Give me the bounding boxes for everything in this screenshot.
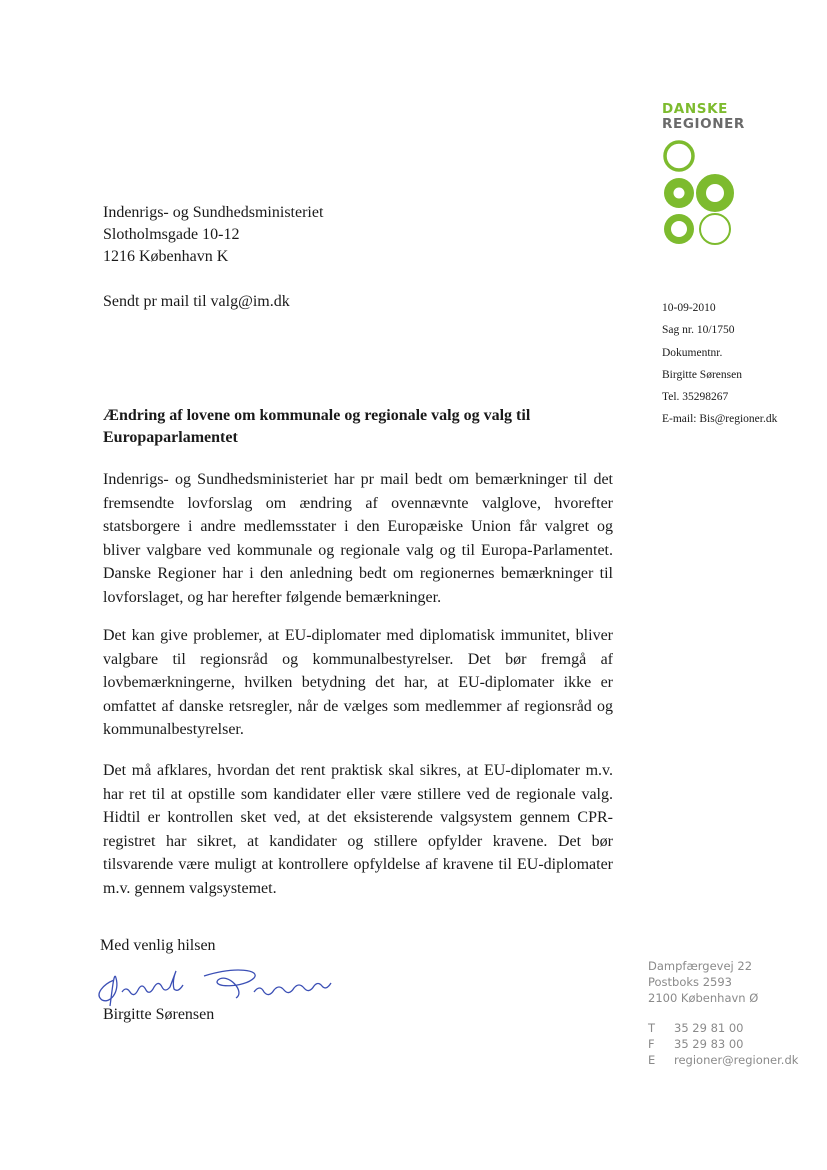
meta-document-number: Dokumentnr. — [662, 346, 723, 359]
signatory-name: Birgitte Sørensen — [103, 1006, 215, 1023]
recipient-address — [103, 202, 323, 268]
body-paragraph: Det kan give problemer, at EU-diplomater med diplomatisk immunitet, bliver valgbare til regionsråd og kommunalbestyrelser. Det bør fremgå af lovbemærkningerne, hvilken betydning det har, at EU-diplomater ikke er omfattet af danske retsregler, når de vælges som medlemmer af regionsråd og kommunalbestyrelser. — [103, 627, 613, 739]
letter-meta — [662, 297, 777, 431]
footer-contact — [648, 1020, 798, 1068]
logo-line-danske: DANSKE — [662, 101, 728, 117]
sent-via-note: Sendt pr mail til valg@im.dk — [103, 293, 290, 310]
footer-fax-row — [648, 1036, 798, 1052]
recipient-line: Slotholmsgade 10-12 — [103, 226, 240, 243]
meta-date: 10-09-2010 — [662, 302, 716, 314]
footer-postbox: Postboks 2593 — [648, 975, 732, 989]
footer-phone-label: T — [648, 1021, 656, 1035]
footer-fax-label: F — [648, 1037, 655, 1051]
footer-city: 2100 København Ø — [648, 991, 759, 1005]
letter-subject: Ændring af lovene om kommunale og regionale valg og valg til Europaparlamentet — [103, 407, 531, 446]
meta-author: Birgitte Sørensen — [662, 368, 742, 381]
footer-street: Dampfærgevej 22 — [648, 959, 753, 973]
footer-phone: 35 29 81 00 — [674, 1021, 744, 1035]
meta-case-number: Sag nr. 10/1750 — [662, 324, 735, 337]
footer-email: regioner@regioner.dk — [674, 1053, 799, 1067]
body-paragraph: Det må afklares, hvordan det rent praktisk skal sikres, at EU-diplomater m.v. har ret til at opstille som kandidater eller være stillere ved de regionale valg. Hidtil er kontrollen sket ved, at det eksisterende valgsystem gennem CPR-registret har sikret, at kandidater og stillere opfylder kravene. Det bør tilsvarende være muligt at kontrollere opfyldelse af kravene til EU-diplomater m.v. gennem valgsystemet. — [103, 762, 613, 897]
closing-greeting: Med venlig hilsen — [100, 937, 216, 954]
recipient-line: 1216 København K — [103, 248, 229, 265]
body-paragraph: Indenrigs- og Sundhedsministeriet har pr mail bedt om bemærkninger til det fremsendte lovforslag om ændring af ovennævnte valglove, hvorefter statsborgere i andre medlemsstater i den Europæiske Union får valgret og bliver valgbare ved kommunale og regionale valg og til Europa-Parlamentet. Danske Regioner har i den anledning bedt om regionernes bemærkninger til lovforslaget, og har herefter følgende bemærkninger. — [103, 471, 613, 606]
logo-wordmark — [662, 102, 745, 131]
footer-phone-row — [648, 1020, 798, 1036]
footer-address — [648, 958, 758, 1006]
footer-email-label: E — [648, 1053, 656, 1067]
meta-email: E-mail: Bis@regioner.dk — [662, 413, 778, 426]
logo-circles-icon — [660, 140, 740, 250]
footer-email-row — [648, 1052, 798, 1068]
meta-phone: Tel. 35298267 — [662, 391, 729, 404]
recipient-line: Indenrigs- og Sundhedsministeriet — [103, 204, 324, 221]
logo-line-regioner: REGIONER — [662, 115, 745, 132]
footer-fax: 35 29 83 00 — [674, 1037, 744, 1051]
